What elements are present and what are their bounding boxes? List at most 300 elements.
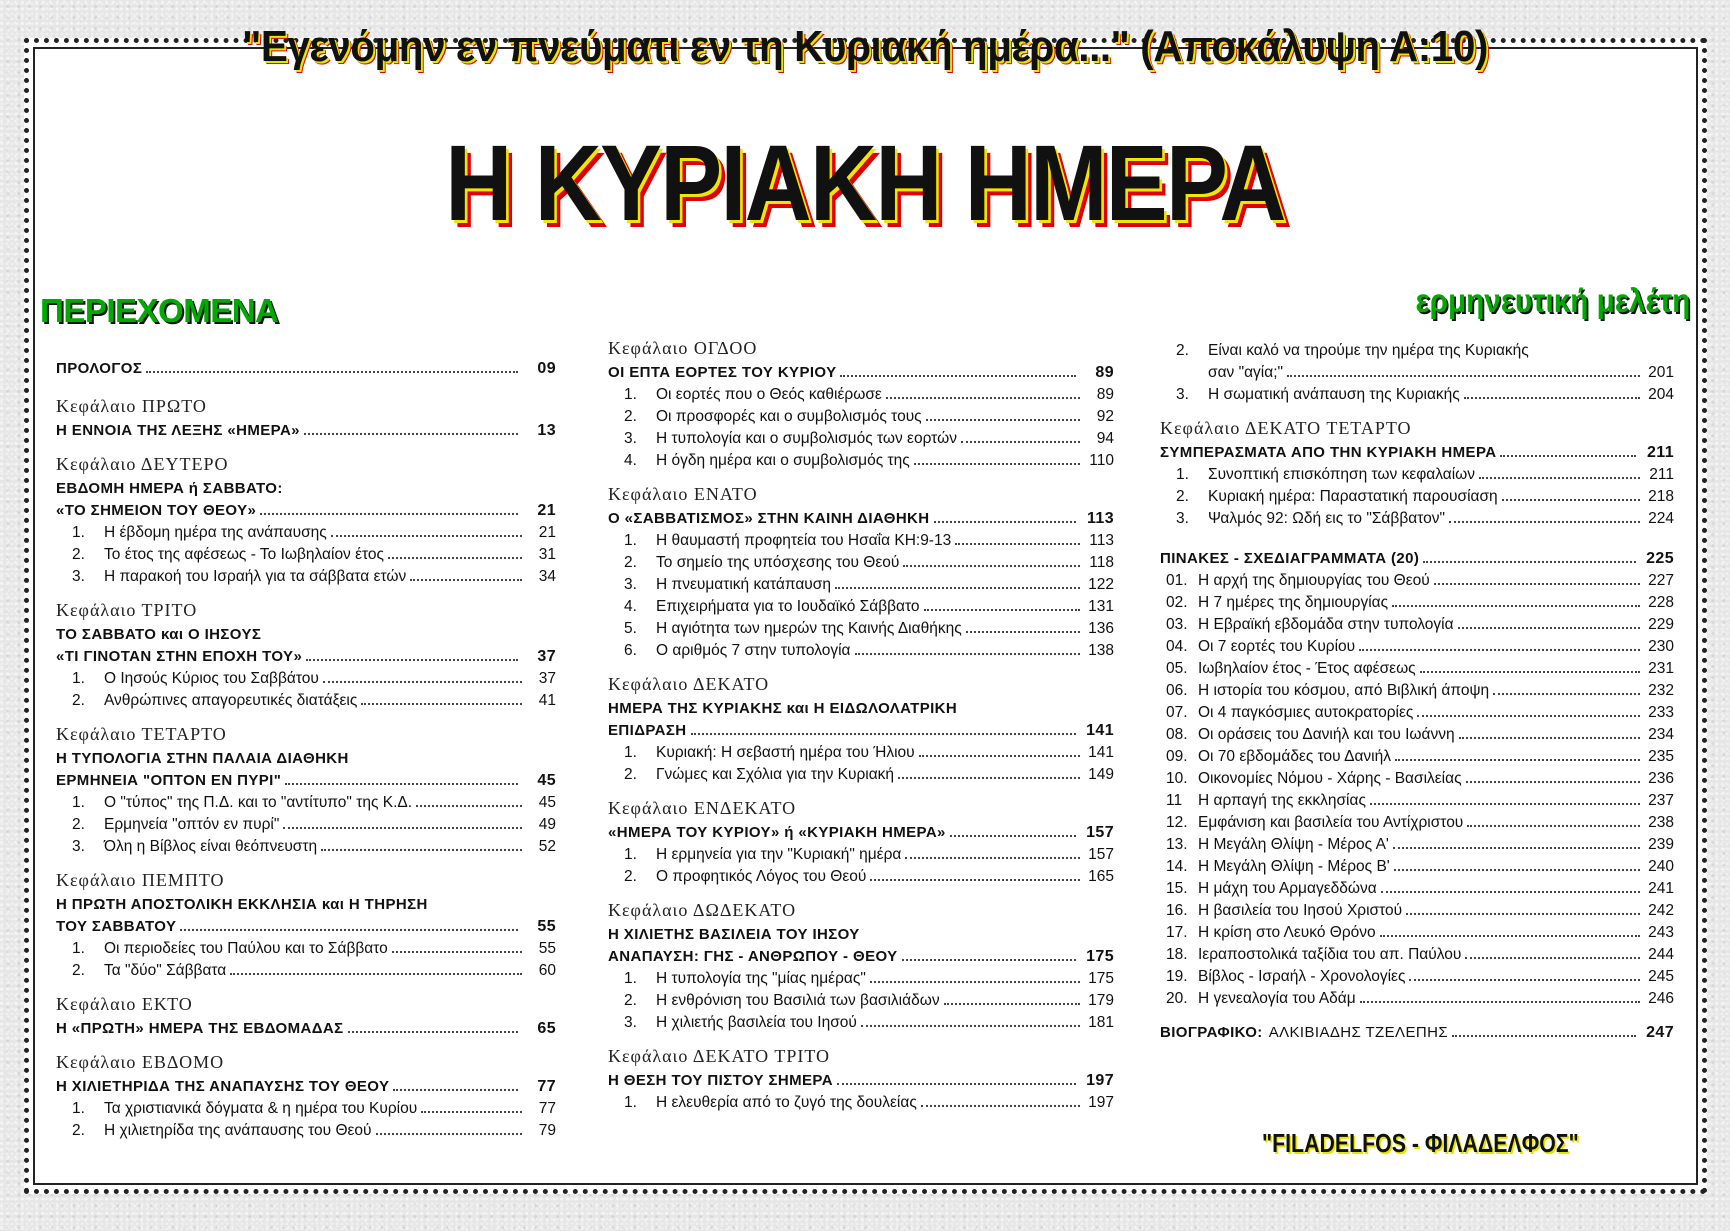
toc-subentry[interactable] xyxy=(608,844,1114,866)
title-line-1: ΗΜΕΡΑ ΤΗΣ ΚΥΡΙΑΚΗΣ και Η ΕΙΔΩΛΟΛΑΤΡΙΚΗ xyxy=(608,700,958,717)
item-number: 03. xyxy=(1166,616,1188,633)
item-text: Οικονομίες Νόμου - Χάρης - Βασιλείας xyxy=(1198,770,1462,787)
dot-leader xyxy=(691,733,1076,735)
item-text: Οι 7 εορτές του Κυρίου xyxy=(1198,638,1356,655)
toc-subentry[interactable] xyxy=(1160,464,1674,486)
toc-subentry[interactable] xyxy=(608,552,1114,574)
page-number: 230 xyxy=(1648,638,1674,655)
item-number: 05. xyxy=(1166,660,1188,677)
page-number: 181 xyxy=(1088,1014,1114,1031)
title-line xyxy=(608,698,1114,720)
page-number: 65 xyxy=(537,1020,556,1037)
dot-leader xyxy=(285,783,518,785)
item-number: 2. xyxy=(72,546,85,563)
item-text: Οι 70 εβδομάδες του Δανιήλ xyxy=(1198,748,1391,765)
item-text: Η πνευματική κατάπαυση xyxy=(656,576,831,593)
page-number: 245 xyxy=(1648,968,1674,985)
item-number: 11 xyxy=(1166,792,1183,809)
toc-entry[interactable] xyxy=(56,1076,556,1098)
toc-subentry[interactable] xyxy=(1160,702,1674,724)
toc-subentry[interactable] xyxy=(56,566,556,588)
dot-leader xyxy=(961,441,1080,443)
item-number: 2. xyxy=(72,692,85,709)
toc-subentry[interactable] xyxy=(608,742,1114,764)
toc-prologue xyxy=(56,358,556,380)
dot-leader xyxy=(1465,957,1640,959)
page-number: 227 xyxy=(1648,572,1674,589)
item-number: 2. xyxy=(72,962,85,979)
toc-subentry[interactable] xyxy=(56,836,556,858)
item-text: Η αρχή της δημιουργίας του Θεού xyxy=(1198,572,1430,589)
toc-subentry[interactable] xyxy=(1160,570,1674,592)
page-number: 234 xyxy=(1648,726,1674,743)
page-number: 122 xyxy=(1088,576,1114,593)
toc-subentry[interactable] xyxy=(608,1092,1114,1114)
item-text: Οι εορτές που ο Θεός καθιέρωσε xyxy=(656,386,882,403)
toc-subentry[interactable] xyxy=(608,990,1114,1012)
toc-chapter-8 xyxy=(608,338,1114,472)
page-number: 149 xyxy=(1088,766,1114,783)
toc-subentry[interactable] xyxy=(1160,900,1674,922)
toc-subentry[interactable] xyxy=(1160,614,1674,636)
toc-subentry[interactable] xyxy=(1160,834,1674,856)
item-text: Η Εβραϊκή εβδομάδα στην τυπολογία xyxy=(1198,616,1454,633)
page-number: 224 xyxy=(1648,510,1674,527)
item-text: Οι οράσεις του Δανιήλ και του Ιωάννη xyxy=(1198,726,1455,743)
page-number: 242 xyxy=(1648,902,1674,919)
dot-leader xyxy=(950,835,1076,837)
toc-subentry[interactable] xyxy=(56,792,556,814)
toc-entry[interactable] xyxy=(56,420,556,442)
item-text: Η όγδη ημέρα και ο συμβολισμός της xyxy=(656,452,910,469)
item-text: Η χιλιετής βασιλεία του Ιησού xyxy=(656,1014,857,1031)
dot-leader xyxy=(835,587,1080,589)
page-number: 211 xyxy=(1646,444,1674,461)
item-text: Τα χριστιανικά δόγματα & η ημέρα του Κυρίου xyxy=(104,1100,418,1117)
item-number: 2. xyxy=(72,1122,85,1139)
toc-subentry[interactable] xyxy=(1160,658,1674,680)
page-number: 77 xyxy=(538,1100,556,1117)
entry-title: ΑΝΑΠΑΥΣΗ: ΓΗΣ - ΑΝΘΡΩΠΟΥ - ΘΕΟΥ xyxy=(608,948,898,965)
page-number: 179 xyxy=(1088,992,1114,1009)
item-number: 13. xyxy=(1166,836,1188,853)
page-number: 45 xyxy=(537,772,556,789)
item-number: 1. xyxy=(624,1094,637,1111)
page-number: 45 xyxy=(538,794,556,811)
item-number: 2. xyxy=(1176,342,1189,359)
page-number: 237 xyxy=(1648,792,1674,809)
dot-leader xyxy=(1434,583,1640,585)
item-line-2 xyxy=(1208,362,1674,384)
toc-subentry[interactable] xyxy=(1160,340,1674,384)
toc-subentry[interactable] xyxy=(56,1120,556,1142)
item-number: 07. xyxy=(1166,704,1188,721)
page-number: 239 xyxy=(1648,836,1674,853)
toc-subentry[interactable] xyxy=(1160,384,1674,406)
toc-subentry[interactable] xyxy=(56,668,556,690)
item-text: Ο αριθμός 7 στην τυπολογία xyxy=(656,642,851,659)
title-line xyxy=(56,478,556,500)
dot-leader xyxy=(1360,1001,1640,1003)
item-number: 2. xyxy=(624,408,637,425)
dot-leader xyxy=(1417,715,1640,717)
toc-subentry[interactable] xyxy=(1160,486,1674,508)
toc-chapter-2 xyxy=(56,454,556,588)
chapter-label: Κεφάλαιο ΠΡΩΤΟ xyxy=(56,396,207,416)
dot-leader xyxy=(392,951,522,953)
page-number: 238 xyxy=(1648,814,1674,831)
toc-subentry[interactable] xyxy=(1160,812,1674,834)
toc-subentry[interactable] xyxy=(608,450,1114,472)
item-number: 1. xyxy=(624,744,637,761)
toc-subentry[interactable] xyxy=(1160,768,1674,790)
toc-subentry[interactable] xyxy=(1160,680,1674,702)
toc-subentry[interactable] xyxy=(1160,878,1674,900)
item-text: Ο προφητικός Λόγος του Θεού xyxy=(656,868,867,885)
toc-subentry[interactable] xyxy=(608,618,1114,640)
item-number: 19. xyxy=(1166,968,1188,985)
toc-entry[interactable] xyxy=(56,770,556,792)
dot-leader xyxy=(870,879,1080,881)
item-number: 1. xyxy=(624,970,637,987)
item-text: Η κρίση στο Λευκό Θρόνο xyxy=(1198,924,1376,941)
item-text: Ιεραποστολικά ταξίδια του απ. Παύλου xyxy=(1198,946,1462,963)
item-text: Η ελευθερία από το ζυγό της δουλείας xyxy=(656,1094,917,1111)
toc-subentry[interactable] xyxy=(56,522,556,544)
item-number: 4. xyxy=(624,452,637,469)
dot-leader xyxy=(1381,891,1640,893)
item-number: 3. xyxy=(624,430,637,447)
page-number: 94 xyxy=(1096,430,1114,447)
title-line-1: ΕΒΔΟΜΗ ΗΜΕΡΑ ή ΣΑΒΒΑΤΟ: xyxy=(56,480,283,497)
toc-subentry[interactable] xyxy=(1160,966,1674,988)
item-text: Η τυπολογία της "μίας ημέρας" xyxy=(656,970,866,987)
toc-subentry[interactable] xyxy=(608,530,1114,552)
item-text: Ο Ιησούς Κύριος του Σαββάτου xyxy=(104,670,319,687)
item-text: Η μάχη του Αρμαγεδδώνα xyxy=(1198,880,1377,897)
chapter-label: Κεφάλαιο ΠΕΜΠΤΟ xyxy=(56,870,225,890)
item-text: Η σωματική ανάπαυση της Κυριακής xyxy=(1208,386,1460,403)
dot-leader xyxy=(886,397,1080,399)
entry-title: Η ΘΕΣΗ ΤΟΥ ΠΙΣΤΟΥ ΣΗΜΕΡΑ xyxy=(608,1072,833,1089)
page-number: 55 xyxy=(538,940,556,957)
toc-subentry[interactable] xyxy=(1160,856,1674,878)
dot-leader xyxy=(837,1083,1076,1085)
toc-entry[interactable] xyxy=(1160,548,1674,570)
item-text: Ψαλμός 92: Ωδή εις το "Σάββατον" xyxy=(1208,510,1445,527)
signature: "FILADELFOS - ΦΙΛΑΔΕΛΦΟΣ" xyxy=(1262,1128,1579,1158)
toc-subentry[interactable] xyxy=(608,640,1114,662)
toc-entry[interactable] xyxy=(608,720,1114,742)
entry-title: Η ΕΝΝΟΙΑ ΤΗΣ ΛΕΞΗΣ «ΗΜΕΡΑ» xyxy=(56,422,300,439)
item-text: Βίβλος - Ισραήλ - Χρονολογίες xyxy=(1198,968,1406,985)
dot-leader xyxy=(903,565,1080,567)
toc-subentry[interactable] xyxy=(608,866,1114,888)
page-number: 79 xyxy=(538,1122,556,1139)
toc-entry[interactable] xyxy=(56,646,556,668)
dot-leader xyxy=(926,419,1080,421)
toc-subentry[interactable] xyxy=(56,814,556,836)
dot-leader xyxy=(1409,979,1640,981)
toc-entry[interactable] xyxy=(1160,442,1674,464)
dot-leader xyxy=(1395,759,1640,761)
item-text: Κυριακή ημέρα: Παραστατική παρουσίαση xyxy=(1208,488,1498,505)
item-number: 3. xyxy=(624,1014,637,1031)
dot-leader xyxy=(1359,649,1640,651)
toc-subentry[interactable] xyxy=(56,544,556,566)
toc-subentry[interactable] xyxy=(608,596,1114,618)
toc-entry[interactable] xyxy=(608,822,1114,844)
item-text: Εμφάνιση και βασιλεία του Αντίχριστου xyxy=(1198,814,1464,831)
dot-leader xyxy=(1380,935,1640,937)
dot-leader xyxy=(304,433,518,435)
dot-leader xyxy=(1287,375,1640,377)
page-number: 13 xyxy=(537,422,556,439)
toc-chapter-1 xyxy=(56,396,556,442)
toc-subentry[interactable] xyxy=(608,384,1114,406)
dot-leader xyxy=(306,659,518,661)
item-number: 1. xyxy=(624,846,637,863)
toc-subentry[interactable] xyxy=(1160,922,1674,944)
toc-entry[interactable] xyxy=(56,916,556,938)
item-text: Ιωβηλαίον έτος - Έτος αφέσεως xyxy=(1198,660,1416,677)
item-number: 02. xyxy=(1166,594,1188,611)
item-text: Η αγιότητα των ημερών της Καινής Διαθήκης xyxy=(656,620,962,637)
chapter-label: Κεφάλαιο ΔΕΚΑΤΟ ΤΕΤΑΡΤΟ xyxy=(1160,418,1412,438)
dot-leader xyxy=(421,1111,522,1113)
page-number: 240 xyxy=(1648,858,1674,875)
chapter-label: Κεφάλαιο ΤΕΤΑΡΤΟ xyxy=(56,724,227,744)
dot-leader xyxy=(924,609,1080,611)
dot-leader xyxy=(260,513,518,515)
toc-subentry[interactable] xyxy=(56,960,556,982)
toc-subentry[interactable] xyxy=(608,428,1114,450)
dot-leader xyxy=(416,805,522,807)
toc-chapter-9 xyxy=(608,484,1114,662)
chapter-label: Κεφάλαιο ΔΩΔΕΚΑΤΟ xyxy=(608,900,797,920)
toc-chapter-13 xyxy=(608,1046,1114,1114)
dot-leader xyxy=(1502,499,1640,501)
dot-leader xyxy=(870,981,1080,983)
dot-leader xyxy=(1466,781,1640,783)
toc-chapter-14 xyxy=(1160,418,1674,530)
chapter-label: Κεφάλαιο ΤΡΙΤΟ xyxy=(56,600,198,620)
item-text: Η Μεγάλη Θλίψη - Μέρος Α' xyxy=(1198,836,1389,853)
toc-chapter-13-continued xyxy=(1160,340,1674,406)
item-text: Επιχειρήματα για το Ιουδαϊκό Σάββατο xyxy=(656,598,920,615)
item-number: 1. xyxy=(72,670,85,687)
item-text: Η θαυμαστή προφητεία του Ησαΐα ΚΗ:9-13 xyxy=(656,532,952,549)
dot-leader xyxy=(1449,521,1640,523)
dot-leader xyxy=(1493,693,1640,695)
item-number: 12. xyxy=(1166,814,1188,831)
dot-leader xyxy=(1458,627,1640,629)
page-number: 233 xyxy=(1648,704,1674,721)
page-number: 232 xyxy=(1648,682,1674,699)
item-number: 15. xyxy=(1166,880,1188,897)
entry-title: «ΗΜΕΡΑ ΤΟΥ ΚΥΡΙΟΥ» ή «ΚΥΡΙΑΚΗ ΗΜΕΡΑ» xyxy=(608,824,946,841)
page-number: 60 xyxy=(538,962,556,979)
item-number: 06. xyxy=(1166,682,1188,699)
item-text: Όλη η Βίβλος είναι θεόπνευστη xyxy=(104,838,318,855)
dot-leader xyxy=(230,973,522,975)
entry-title: ΕΠΙΔΡΑΣΗ xyxy=(608,722,687,739)
chapter-label: Κεφάλαιο ΔΕΥΤΕΡΟ xyxy=(56,454,229,474)
item-number: 16. xyxy=(1166,902,1188,919)
toc-chapter-11 xyxy=(608,798,1114,888)
page-number: 157 xyxy=(1088,846,1114,863)
item-text: Η ερμηνεία για την "Κυριακή" ημέρα xyxy=(656,846,902,863)
page-number: 141 xyxy=(1088,744,1114,761)
item-number: 3. xyxy=(72,568,85,585)
toc-subentry[interactable] xyxy=(1160,988,1674,1010)
item-number: 2. xyxy=(624,992,637,1009)
contents-heading: ΠΕΡΙΕΧΟΜΕΝΑ xyxy=(40,292,279,329)
page-number: 197 xyxy=(1088,1094,1114,1111)
toc-subentry[interactable] xyxy=(608,406,1114,428)
page-number: 211 xyxy=(1649,466,1674,483)
title-line-1: Η ΧΙΛΙΕΤΗΣ ΒΑΣΙΛΕΙΑ ΤΟΥ ΙΗΣΟΥ xyxy=(608,926,860,943)
item-text: σαν "αγία;" xyxy=(1208,364,1284,381)
entry-title: Ο «ΣΑΒΒΑΤΙΣΜΟΣ» ΣΤΗΝ ΚΑΙΝΗ ΔΙΑΘΗΚΗ xyxy=(608,510,930,527)
item-number: 18. xyxy=(1166,946,1188,963)
page-number: 218 xyxy=(1648,488,1674,505)
toc-subentry[interactable] xyxy=(1160,790,1674,812)
entry-title: ΠΡΟΛΟΓΟΣ xyxy=(56,360,143,377)
item-number: 1. xyxy=(72,524,85,541)
page-number: 110 xyxy=(1089,452,1114,469)
dot-leader xyxy=(1459,737,1640,739)
item-number: 4. xyxy=(624,598,637,615)
dot-leader xyxy=(146,371,518,373)
page-number: 21 xyxy=(538,524,556,541)
dot-leader xyxy=(323,681,522,683)
toc-chapter-3 xyxy=(56,600,556,712)
toc-subentry[interactable] xyxy=(608,968,1114,990)
page-number: 21 xyxy=(537,502,556,519)
dot-leader xyxy=(1406,913,1640,915)
toc-entry[interactable] xyxy=(608,362,1114,384)
toc-chapter-10 xyxy=(608,674,1114,786)
page-number: 41 xyxy=(538,692,556,709)
toc-subentry[interactable] xyxy=(1160,592,1674,614)
toc-subentry[interactable] xyxy=(1160,636,1674,658)
toc-subentry[interactable] xyxy=(608,1012,1114,1034)
dot-leader xyxy=(902,959,1076,961)
item-text: Η γενεαλογία του Αδάμ xyxy=(1198,990,1356,1007)
item-number: 5. xyxy=(624,620,637,637)
item-number: 08. xyxy=(1166,726,1188,743)
item-text: Η παρακοή του Ισραήλ για τα σάββατα ετών xyxy=(104,568,407,585)
page-number: 201 xyxy=(1648,364,1674,381)
chapter-label: Κεφάλαιο ΟΓΔΟΟ xyxy=(608,338,758,358)
title-line-1: Η ΠΡΩΤΗ ΑΠΟΣΤΟΛΙΚΗ ΕΚΚΛΗΣΙΑ και Η ΤΗΡΗΣΗ xyxy=(56,896,428,913)
item-text: Η χιλιετηρίδα της ανάπαυσης του Θεού xyxy=(104,1122,372,1139)
item-number: 2. xyxy=(1176,488,1189,505)
dot-leader xyxy=(388,557,522,559)
dot-leader xyxy=(898,777,1080,779)
dot-leader xyxy=(1467,825,1640,827)
dot-leader xyxy=(361,703,522,705)
item-text: Ερμηνεία "οπτόν εν πυρί" xyxy=(104,816,280,833)
tables-list xyxy=(1160,570,1674,1010)
toc-column-3 xyxy=(1160,340,1674,1044)
toc-entry[interactable] xyxy=(56,1018,556,1040)
entry-title: ΤΟΥ ΣΑΒΒΑΤΟΥ xyxy=(56,918,177,935)
dot-leader xyxy=(861,1025,1080,1027)
item-number: 09. xyxy=(1166,748,1188,765)
item-text: Η τυπολογία και ο συμβολισμός των εορτών xyxy=(656,430,957,447)
item-number: 3. xyxy=(72,838,85,855)
dot-leader xyxy=(376,1133,522,1135)
page-number: 89 xyxy=(1096,386,1114,403)
page-number: 113 xyxy=(1086,510,1114,527)
toc-entry-biography[interactable] xyxy=(1160,1022,1674,1044)
title-line-1: ΤΟ ΣΑΒΒΑΤΟ και Ο ΙΗΣΟΥΣ xyxy=(56,626,262,643)
item-number: 3. xyxy=(624,576,637,593)
item-number: 04. xyxy=(1166,638,1188,655)
header-quote: "Εγενόμην εν πνεύματι εν τη Κυριακή ημέρα..." (Αποκάλυψη Α:10) xyxy=(242,22,1488,71)
toc-entry[interactable] xyxy=(56,500,556,522)
page-number: 228 xyxy=(1648,594,1674,611)
dot-leader xyxy=(966,631,1080,633)
item-number: 1. xyxy=(72,940,85,957)
dot-leader xyxy=(1393,847,1640,849)
dot-leader xyxy=(331,535,522,537)
toc-column-1 xyxy=(56,358,556,1154)
toc-subentry[interactable] xyxy=(1160,746,1674,768)
title-line xyxy=(56,624,556,646)
page-number: 197 xyxy=(1086,1072,1114,1089)
page-number: 231 xyxy=(1648,660,1674,677)
item-number: 2. xyxy=(624,554,637,571)
toc-subentry[interactable] xyxy=(1160,944,1674,966)
toc-subentry[interactable] xyxy=(56,690,556,712)
toc-subentry[interactable] xyxy=(56,938,556,960)
page-title: Η ΚΥΡΙΑΚΗ ΗΜΕΡΑ xyxy=(445,122,1285,243)
chapter-label: Κεφάλαιο ΔΕΚΑΤΟ ΤΡΙΤΟ xyxy=(608,1046,830,1066)
item-text: Η έβδομη ημέρα της ανάπαυσης xyxy=(104,524,327,541)
toc-entry[interactable] xyxy=(608,1070,1114,1092)
toc-chapter-5 xyxy=(56,870,556,982)
toc-subentry[interactable] xyxy=(56,1098,556,1120)
dot-leader xyxy=(1392,605,1640,607)
entry-title: Η ΧΙΛΙΕΤΗΡΙΔΑ ΤΗΣ ΑΝΑΠΑΥΣΗΣ ΤΟΥ ΘΕΟΥ xyxy=(56,1078,390,1095)
entry-title: ΕΡΜΗΝΕΙΑ "ΟΠΤΟΝ ΕΝ ΠΥΡΙ" xyxy=(56,772,282,789)
subtitle: ερμηνευτική μελέτη xyxy=(1415,282,1690,319)
toc-subentry[interactable] xyxy=(1160,508,1674,530)
entry-title: «ΤΟ ΣΗΜΕΙΟΝ ΤΟΥ ΘΕΟΥ» xyxy=(56,502,257,519)
toc-subentry[interactable] xyxy=(1160,724,1674,746)
page-number: 09 xyxy=(537,360,556,377)
item-text: Ο "τύπος" της Π.Δ. και το "αντίτυπο" της Κ.Δ. xyxy=(104,794,413,811)
chapter-label: Κεφάλαιο ΕΚΤΟ xyxy=(56,994,193,1014)
toc-entry[interactable] xyxy=(608,508,1114,530)
toc-chapter-6 xyxy=(56,994,556,1040)
item-number: 17. xyxy=(1166,924,1188,941)
dot-leader xyxy=(921,1105,1080,1107)
page-number: 118 xyxy=(1089,554,1114,571)
item-text: Γνώμες και Σχόλια για την Κυριακή xyxy=(656,766,895,783)
toc-subentry[interactable] xyxy=(608,574,1114,596)
item-text: Το σημείο της υπόσχεσης του Θεού xyxy=(656,554,900,571)
toc-subentry[interactable] xyxy=(608,764,1114,786)
title-line-1: Η ΤΥΠΟΛΟΓΙΑ ΣΤΗΝ ΠΑΛΑΙΑ ΔΙΑΘΗΚΗ xyxy=(56,750,349,767)
item-number: 3. xyxy=(1176,386,1189,403)
page-number: 247 xyxy=(1646,1024,1674,1041)
toc-entry[interactable] xyxy=(608,946,1114,968)
toc-entry[interactable] xyxy=(56,358,556,380)
